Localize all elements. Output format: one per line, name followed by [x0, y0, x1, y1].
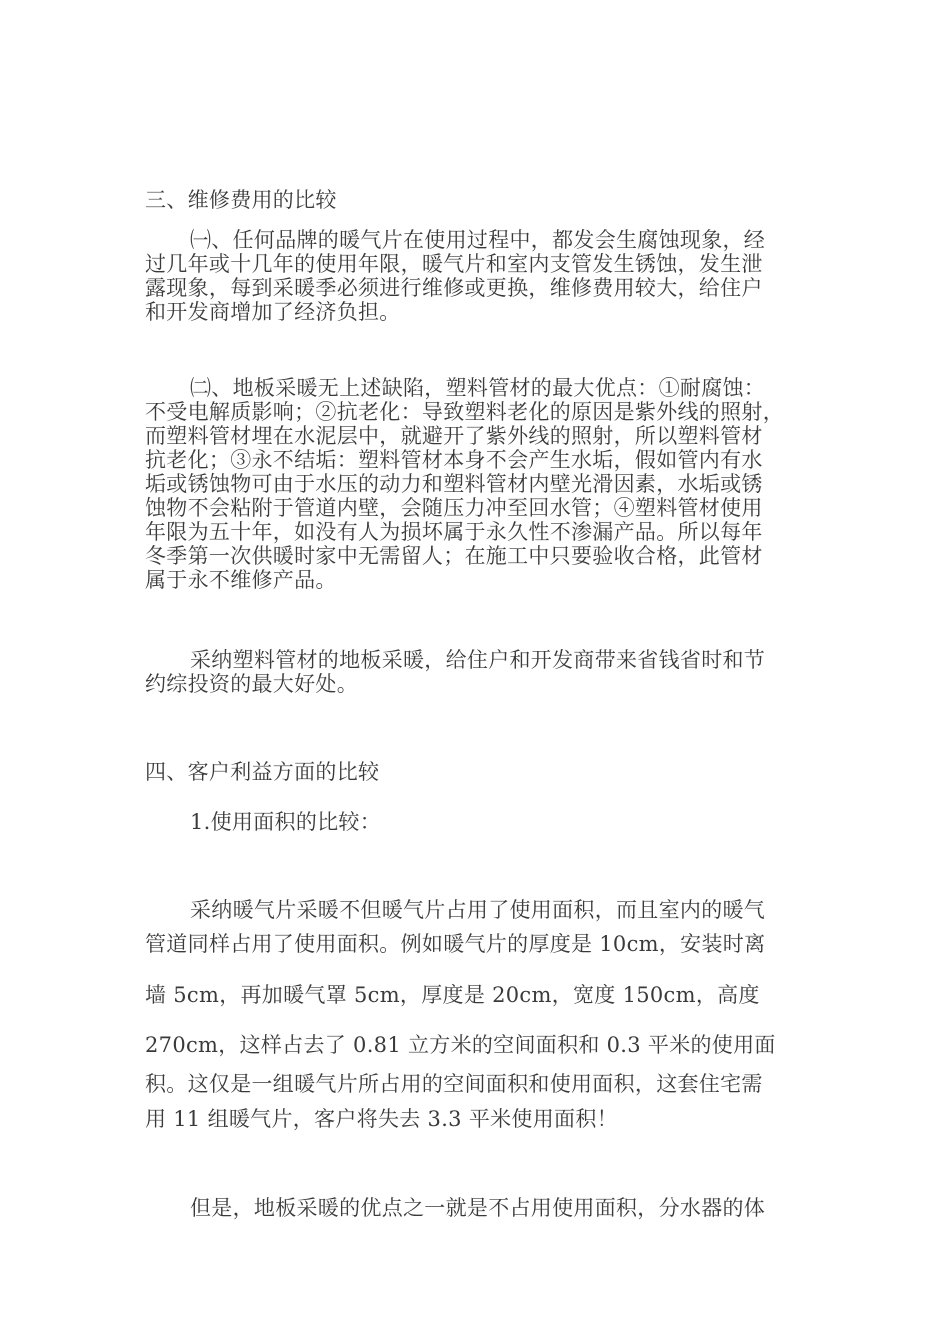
paragraph-line: 用 11 组暖气片，客户将失去 3.3 平米使用面积！: [145, 1107, 618, 1131]
paragraph-line: 管道同样占用了使用面积。例如暖气片的厚度是 10cm，安装时离: [145, 932, 766, 956]
paragraph-line: ㈠、任何品牌的暖气片在使用过程中，都发会生腐蚀现象，经: [190, 228, 766, 252]
paragraph-line: 墙 5cm，再加暖气罩 5cm，厚度是 20cm，宽度 150cm，高度: [145, 983, 760, 1007]
section-heading-4: 四、客户利益方面的比较: [145, 760, 380, 784]
paragraph-line: 采纳塑料管材的地板采暖，给住户和开发商带来省钱省时和节: [190, 648, 766, 672]
paragraph-line: 蚀物不会粘附于管道内壁，会随压力冲至回水管；④塑料管材使用: [145, 496, 763, 520]
paragraph-line: 抗老化；③永不结垢：塑料管材本身不会产生水垢，假如管内有水: [145, 448, 763, 472]
subheading: 1.使用面积的比较：: [190, 810, 382, 834]
paragraph-line: 过几年或十几年的使用年限，暖气片和室内支管发生锈蚀，发生泄: [145, 252, 763, 276]
section-heading-3: 三、维修费用的比较: [145, 188, 337, 212]
paragraph-line: 270cm，这样占去了 0.81 立方米的空间面积和 0.3 平米的使用面: [145, 1033, 776, 1057]
paragraph-line: 属于永不维修产品。: [145, 568, 337, 592]
paragraph-line: 露现象，每到采暖季必须进行维修或更换，维修费用较大，给住户: [145, 276, 763, 300]
paragraph-line: 采纳暖气片采暖不但暖气片占用了使用面积，而且室内的暖气: [190, 898, 766, 922]
paragraph-line: 不受电解质影响；②抗老化：导致塑料老化的原因是紫外线的照射，: [145, 400, 784, 424]
paragraph-line: 约综投资的最大好处。: [145, 672, 358, 696]
paragraph-line: 而塑料管材埋在水泥层中，就避开了紫外线的照射，所以塑料管材: [145, 424, 763, 448]
paragraph-line: 冬季第一次供暖时家中无需留人；在施工中只要验收合格，此管材: [145, 544, 763, 568]
paragraph-line: 和开发商增加了经济负担。: [145, 300, 401, 324]
paragraph-line: 积。这仅是一组暖气片所占用的空间面积和使用面积，这套住宅需: [145, 1072, 763, 1096]
paragraph-line: 年限为五十年，如没有人为损坏属于永久性不渗漏产品。所以每年: [145, 520, 763, 544]
paragraph-line: 但是，地板采暖的优点之一就是不占用使用面积，分水器的体: [190, 1196, 766, 1220]
paragraph-line: ㈡、地板采暖无上述缺陷，塑料管材的最大优点：①耐腐蚀：: [190, 376, 766, 400]
paragraph-line: 垢或锈蚀物可由于水压的动力和塑料管材内壁光滑因素，水垢或锈: [145, 472, 763, 496]
